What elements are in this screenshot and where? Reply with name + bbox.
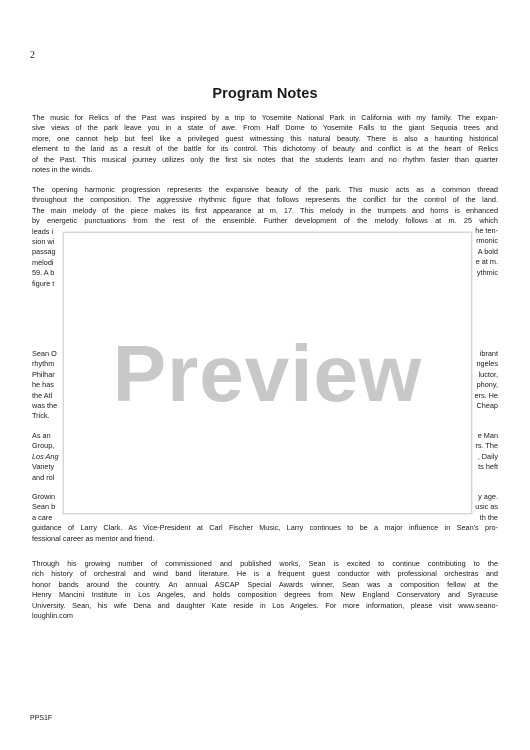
text-fragment: the Atl	[32, 390, 53, 400]
text-fragment: Growin	[32, 492, 56, 501]
text-fragment: rmonic	[476, 236, 498, 246]
text-fragment: , Daily	[477, 451, 498, 461]
text-line: melodi	[32, 257, 54, 267]
text-fragment: was the	[32, 401, 58, 411]
text-line: Henry Mancini Institute in Los Angeles, and holds composition degrees from New England Conservatory and Syracuse	[32, 590, 498, 600]
page-number: 2	[30, 50, 35, 61]
text-fragment: Trick.	[32, 411, 50, 421]
text-fragment: e at m.	[475, 257, 498, 267]
text-line: rich history of orchestral and wind band literature. He is a frequent guest conductor with professional orchestras and	[32, 569, 498, 579]
text-fragment: he ten-	[475, 226, 498, 235]
text-fragment: Los Ang	[32, 451, 59, 461]
text-line: The music for Relics of the Past was inspired by a trip to Yosemite National Park in California with my family. The expan-	[32, 113, 498, 122]
paragraph-works	[32, 559, 498, 621]
text-fragment: A bold	[477, 246, 498, 256]
preview-watermark	[63, 232, 472, 514]
text-line: loughlin.com	[32, 611, 73, 621]
text-line: of the Past. This musical journey utilizes only the first six notes that the students learn and no rhythm faster than quarter	[32, 154, 498, 164]
text-line: sion wi	[32, 237, 55, 247]
text-line: figure t	[32, 278, 55, 288]
text-line: notes in the winds.	[32, 165, 93, 175]
text-fragment: Cheap	[476, 401, 498, 411]
text-line: sive views of the park leave you in a state of awe. From Half Dome to Yosemite Falls to the giant Sequoia trees and	[32, 123, 498, 133]
text-line: The opening harmonic progression represents the expansive beauty of the park. This music acts as a common thread	[32, 185, 498, 194]
text-fragment: usic as	[475, 502, 498, 512]
text-fragment: ers. He	[474, 390, 498, 400]
text-line: honor bands around the country. An annual ASCAP Special Awards winner, Sean was a composition fellow at the	[32, 579, 498, 589]
text-fragment: ibrant	[479, 349, 498, 358]
text-fragment: Group,	[32, 441, 55, 451]
text-fragment: he has	[32, 380, 54, 390]
paragraph-career-right	[470, 431, 498, 473]
text-line: leads i	[32, 226, 54, 236]
paragraph-bio-right	[470, 349, 498, 411]
text-line: passag	[32, 247, 56, 257]
text-fragment: luctor,	[478, 369, 498, 379]
paragraph-growing-right	[470, 492, 498, 523]
text-fragment: ngeles	[476, 359, 498, 369]
text-fragment: a care	[32, 512, 53, 522]
text-fragment: y age.	[478, 492, 498, 501]
text-fragment: rhythm	[32, 359, 55, 369]
text-fragment: ts heft	[478, 462, 498, 472]
paragraph-analysis-right	[470, 226, 498, 278]
text-fragment: Philhar	[32, 369, 55, 379]
text-line: by energetic punctuations from the rest of the ensemble. Further development of the melody follows at m. 25 which	[32, 216, 498, 226]
text-fragment: phony,	[476, 380, 498, 390]
text-fragment: As an	[32, 431, 51, 440]
text-line: University. Sean, his wife Dena and daughter Kate reside in Los Angeles. For more information, please visit www.seano-	[32, 600, 498, 610]
text-line: guidance of Larry Clark. As Vice-President at Carl Fischer Music, Larry continues to be a major influence in Sean's pro-	[32, 523, 498, 533]
text-line: more, one cannot help but feel like a privileged guest witnessing this natural beauty. There is also a haunting historical	[32, 133, 498, 143]
text-fragment: e Man	[477, 431, 498, 440]
text-line: The main melody of the piece makes its first appearance at m. 17. This melody in the trumpets and horns is enhanced	[32, 205, 498, 215]
text-line: element to the land as a result of the battle for its control. This dichotomy of beauty and conflict is at the heart of Relics	[32, 144, 498, 154]
text-line: throughout the composition. The aggressive rhythmic figure that follows represents the conflict for the control of the land.	[32, 195, 498, 205]
text-fragment: rs. The	[475, 441, 498, 451]
catalog-code: PPS1F	[30, 715, 53, 722]
text-fragment: Sean b	[32, 502, 56, 512]
page-title: Program Notes	[212, 86, 318, 102]
text-fragment: Variety	[32, 462, 55, 472]
text-fragment: Sean O	[32, 349, 57, 358]
text-fragment: ythmic	[476, 267, 498, 277]
text-fragment: and rol	[32, 472, 55, 482]
text-line: fessional career as mentor and friend.	[32, 533, 155, 543]
preview-label: Preview	[112, 329, 423, 418]
paragraph-intro	[32, 113, 498, 175]
text-fragment: th the	[479, 512, 498, 522]
text-line: Through his growing number of commissioned and published works, Sean is excited to continue contributing to the	[32, 559, 498, 568]
text-line: 59. A b	[32, 268, 55, 278]
